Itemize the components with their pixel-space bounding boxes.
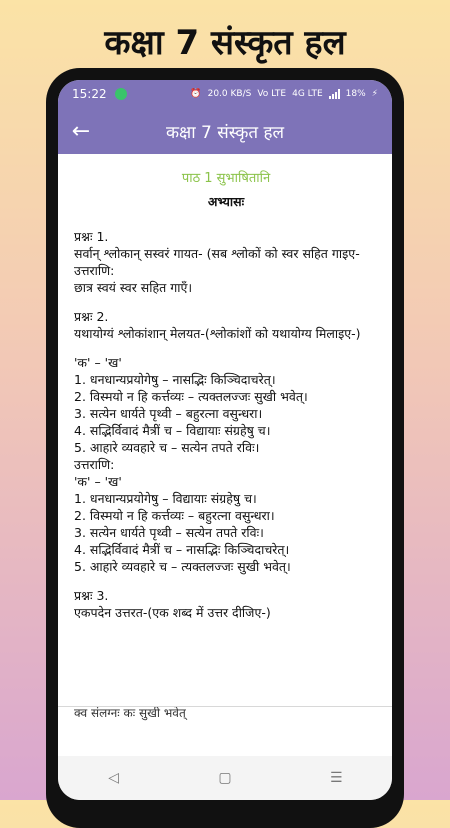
column-header: 'क' – 'ख'	[74, 474, 122, 489]
answer-text: छात्र स्वयं स्वर सहित गाएँ।	[74, 280, 193, 295]
charging-icon: ⚡	[371, 89, 378, 99]
list-item: 3. सत्येन धार्यते पृथ्वी – बहुरत्ना वसुन्धरा।	[74, 406, 263, 421]
lesson-title: पाठ 1 सुभाषितानि	[181, 171, 271, 186]
whatsapp-icon	[115, 88, 127, 100]
volte-label: Vo LTE	[257, 89, 287, 99]
system-nav-bar	[58, 756, 392, 800]
app-title: कक्षा 7 संस्कृत हल	[165, 122, 285, 143]
battery-level: 18%	[345, 89, 366, 99]
list-item: 2. विस्मयो न हि कर्त्तव्यः – त्यक्तलज्जः सुखी भवेत्।	[74, 389, 308, 404]
net-speed: 20.0 KB/S	[207, 89, 252, 99]
question-2	[74, 308, 378, 575]
lte-label: 4G LTE	[292, 89, 323, 99]
question-label: प्रश्नः 3.	[74, 588, 109, 603]
question-1	[74, 228, 378, 296]
question-text: सर्वान् श्लोकान् सस्वरं गायत- (सब श्लोकों को स्वर सहित गाइए-	[74, 246, 360, 261]
nav-back-button[interactable]: ◁	[108, 770, 120, 786]
nav-home-button[interactable]: ▢	[218, 770, 232, 786]
lesson-content[interactable]	[58, 154, 392, 707]
list-item: 1. धनधान्यप्रयोगेषु – नासद्भिः किञ्चिदाचरेत्।	[74, 372, 276, 387]
list-item: 2. विस्मयो न हि कर्त्तव्यः – बहुरत्ना वसुन्धरा।	[74, 508, 275, 523]
exercise-heading: अभ्यासः	[207, 194, 245, 209]
question-label: प्रश्नः 1.	[74, 229, 109, 244]
answer-label: उत्तराणि:	[74, 457, 115, 472]
app-bar	[58, 108, 392, 154]
list-item: 1. धनधान्यप्रयोगेषु – विद्यायाः संग्रहेषु च।	[74, 491, 257, 506]
promo-title: कक्षा 7 संस्कृत हल	[104, 23, 346, 63]
list-item: 4. सद्भिर्विवादं मैत्रीं च – विद्यायाः संग्रहेषु च।	[74, 423, 271, 438]
list-item: 5. आहारे व्यवहारे च – सत्येन तपते रविः।	[74, 440, 260, 455]
list-item: 4. सद्भिर्विवादं मैत्रीं च – नासद्भिः किञ्चिदाचरेत्।	[74, 542, 290, 557]
next-section-peek	[58, 707, 392, 739]
list-item: 3. सत्येन धार्यते पृथ्वी – सत्येन तपते रविः।	[74, 525, 264, 540]
nav-recents-button[interactable]: ☰	[330, 770, 343, 786]
back-button[interactable]	[58, 108, 104, 154]
answer-label: उत्तराणि:	[74, 263, 115, 278]
signal-icon	[329, 89, 340, 99]
arrow-left-icon: ←	[71, 118, 91, 144]
phone-screen	[58, 80, 392, 800]
alarm-icon: ⏰	[190, 89, 202, 99]
question-label: प्रश्नः 2.	[74, 309, 109, 324]
question-text: यथायोग्यं श्लोकांशान् मेलयत-(श्लोकांशों को यथायोग्य मिलाइए-)	[74, 326, 361, 341]
phone-frame	[46, 68, 404, 828]
peek-text: क्व संलग्नः कः सुखी भवेत्	[74, 707, 186, 720]
column-header: 'क' – 'ख'	[74, 355, 122, 370]
list-item: 5. आहारे व्यवहारे च – त्यक्तलज्जः सुखी भवेत्।	[74, 559, 291, 574]
question-3	[74, 587, 378, 621]
status-bar	[58, 80, 392, 108]
status-time: 15:22	[72, 87, 107, 101]
question-text: एकपदेन उत्तरत-(एक शब्द में उत्तर दीजिए-)	[74, 605, 271, 620]
